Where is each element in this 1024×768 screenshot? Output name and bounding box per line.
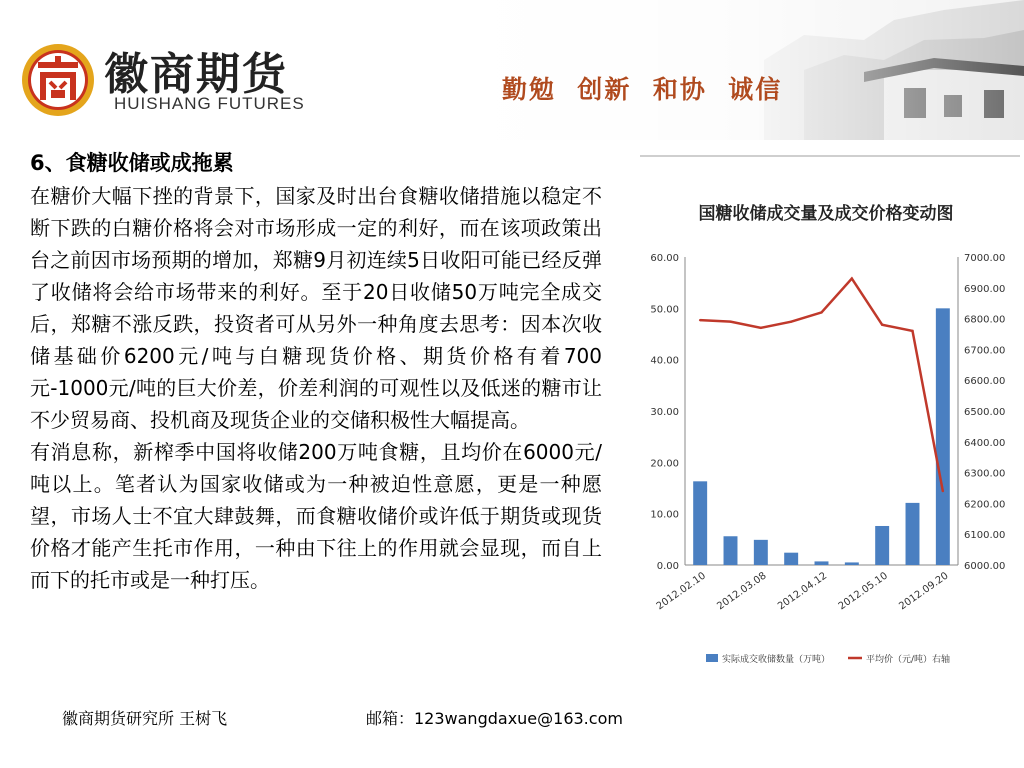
right-axis-tick-label: 6600.00 — [964, 376, 1006, 388]
price-point — [729, 320, 731, 322]
right-axis-tick-label: 6400.00 — [964, 437, 1006, 449]
legend-line-label: 平均价（元/吨）右轴 — [866, 655, 951, 665]
legend-bar-label: 实际成交收储数量（万吨） — [722, 655, 831, 665]
bar — [906, 503, 920, 565]
price-point — [911, 330, 913, 332]
left-axis-tick-label: 60.00 — [650, 253, 679, 264]
left-axis-tick-label: 10.00 — [650, 509, 679, 521]
legend-bar-swatch — [706, 654, 718, 662]
brand-name-cn: 徽商期货 — [104, 49, 288, 100]
price-point — [851, 277, 853, 279]
x-axis-tick-label: 2012.04.12 — [776, 570, 830, 613]
bar — [936, 308, 950, 565]
right-axis-tick-label: 6800.00 — [964, 314, 1006, 326]
x-axis-tick-label: 2012.03.08 — [715, 570, 769, 613]
article-content — [30, 148, 602, 596]
paragraph-1: 在糖价大幅下挫的背景下，国家及时出台食糖收储措施以稳定不断下跌的白糖价格将会对市场形成一定的利好，而在该项政策出台之前因市场预期的增加，郑糖9月初连续5日收阳可能已经反弹了收储将会给市场带来的利好。至于20日收储50万吨完全成交后，郑糖不涨反跌，投资者可从另外一种角度去思考：因本次收储基础价6200元/吨与白糖现货价格、期货价格有着700元-1000元/吨的巨大价差，价差利润的可观性以及低迷的糖市让不少贸易商、投机商及现货企业的交储积极性大幅提高。 — [30, 184, 602, 432]
right-axis-tick-label: 6500.00 — [964, 407, 1006, 418]
right-axis-tick-label: 6700.00 — [964, 345, 1006, 357]
header-banner — [0, 0, 1024, 140]
price-point — [699, 319, 701, 321]
left-axis-tick-label: 30.00 — [650, 407, 679, 418]
paragraph-2: 有消息称，新榨季中国将收储200万吨食糖，且均价在6000元/吨以上。笔者认为国家收储或为一种被迫性意愿，更是一种愿望，市场人士不宜大肆鼓舞，而食糖收储价或许低于期货或现货价格才能产生托市作用，一种由下往上的作用就会显现，而自上而下的托市或是一种打压。 — [30, 440, 602, 592]
chart-title: 国糖收储成交量及成交价格变动图 — [698, 204, 954, 224]
left-axis-tick-label: 20.00 — [650, 458, 679, 470]
section-title: 6、食糖收储或成拖累 — [30, 151, 234, 175]
price-point — [760, 327, 762, 329]
bar — [845, 562, 859, 565]
price-line — [700, 279, 943, 492]
bar — [693, 481, 707, 565]
bar — [815, 561, 829, 565]
price-point — [820, 311, 822, 313]
slogan: 勤勉 创新 和协 诚信 — [502, 75, 783, 104]
right-axis-tick-label: 7000.00 — [964, 253, 1006, 264]
price-point — [790, 320, 792, 322]
bar — [875, 526, 889, 565]
x-axis-tick-label: 2012.02.10 — [654, 570, 708, 613]
left-axis-tick-label: 40.00 — [650, 355, 679, 367]
bar — [784, 553, 798, 565]
company-logo-icon — [20, 42, 96, 118]
left-axis-tick-label: 50.00 — [650, 304, 679, 316]
bar — [724, 536, 738, 565]
right-axis-tick-label: 6200.00 — [964, 499, 1006, 511]
right-axis-tick-label: 6300.00 — [964, 468, 1006, 480]
left-axis-tick-label: 0.00 — [656, 561, 679, 572]
x-axis-tick-label: 2012.05.10 — [836, 570, 890, 613]
right-axis-tick-label: 6000.00 — [964, 561, 1006, 572]
sugar-reserve-chart — [640, 157, 1020, 697]
x-axis-tick-label: 2012.09.20 — [897, 570, 951, 613]
footer-author: 徽商期货研究所 王树飞 — [62, 709, 228, 728]
footer-email: 邮箱：123wangdaxue@163.com — [366, 709, 623, 728]
price-point — [881, 324, 883, 326]
price-point — [942, 490, 944, 492]
bar — [754, 540, 768, 565]
chart-panel — [640, 155, 1020, 699]
right-axis-tick-label: 6100.00 — [964, 530, 1006, 542]
brand-name-en: HUISHANG FUTURES — [114, 94, 305, 113]
right-axis-tick-label: 6900.00 — [964, 283, 1006, 295]
